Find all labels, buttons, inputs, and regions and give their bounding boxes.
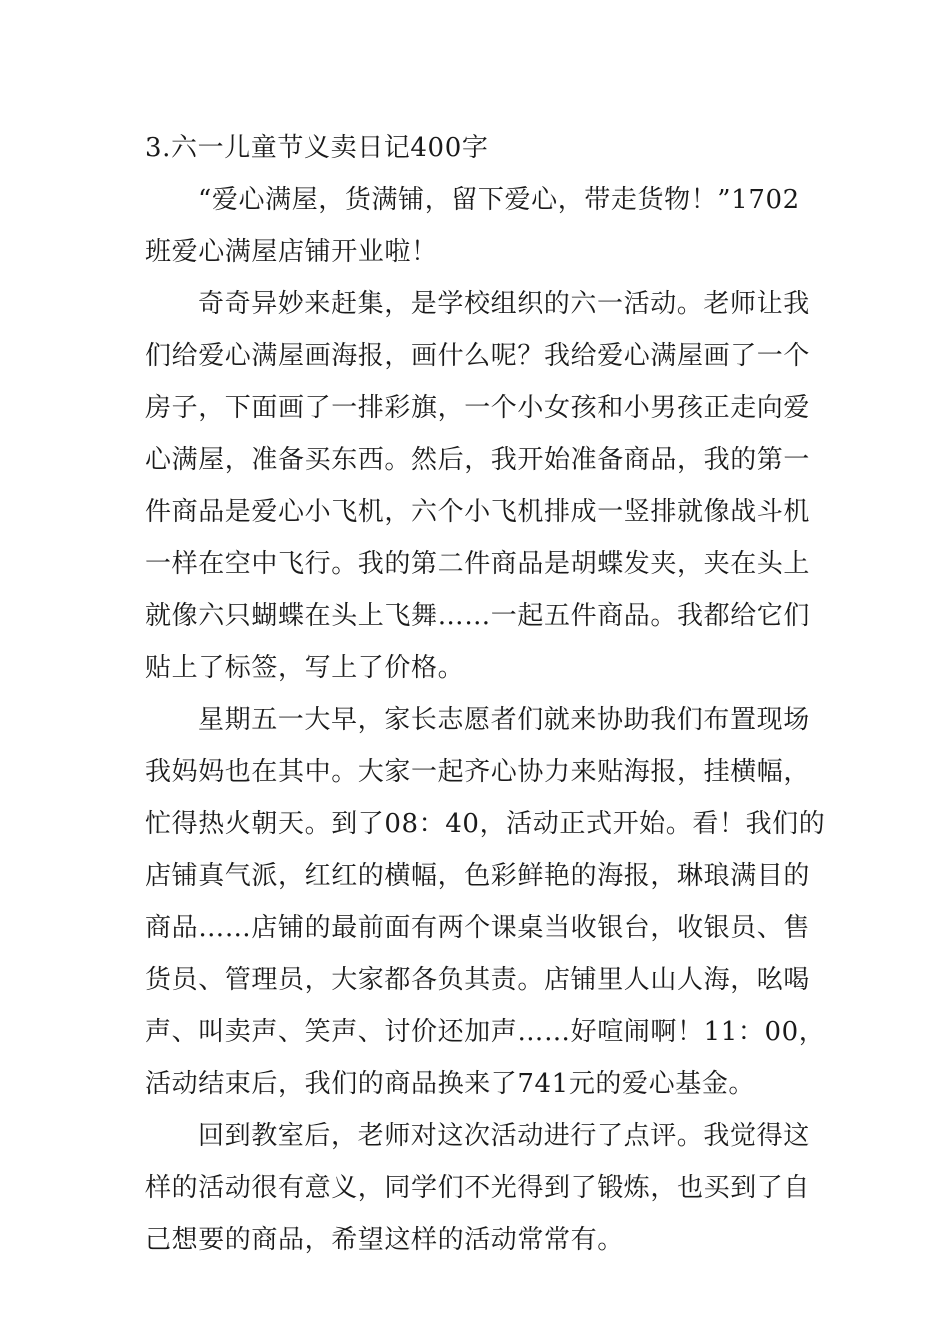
paragraph-3-line-8: 活动结束后，我们的商品换来了741元的爱心基金。 [145,1069,756,1099]
paragraph-1-line-1: “爱心满屋，货满铺，留下爱心，带走货物！”1702 [198,185,800,215]
paragraph-2-line-4: 心满屋，准备买东西。然后，我开始准备商品，我的第一 [145,445,811,475]
paragraph-1-line-2: 班爱心满屋店铺开业啦！ [145,237,438,267]
paragraph-3-line-1: 星期五一大早，家长志愿者们就来协助我们布置现场 [198,705,810,735]
paragraph-2-line-1: 奇奇异妙来赶集，是学校组织的六一活动。老师让我 [198,289,810,319]
paragraph-2-line-7: 就像六只蝴蝶在头上飞舞……一起五件商品。我都给它们 [145,601,811,631]
paragraph-3-line-2: 我妈妈也在其中。大家一起齐心协力来贴海报，挂横幅， [145,757,811,787]
paragraph-2-line-5: 件商品是爱心小飞机，六个小飞机排成一竖排就像战斗机 [145,497,811,527]
paragraph-3-line-5: 商品……店铺的最前面有两个课桌当收银台，收银员、售 [145,913,811,943]
paragraph-3-line-4: 店铺真气派，红红的横幅，色彩鲜艳的海报，琳琅满目的 [145,861,811,891]
paragraph-2-line-2: 们给爱心满屋画海报，画什么呢？我给爱心满屋画了一个 [145,341,811,371]
paragraph-3-line-3: 忙得热火朝天。到了08：40，活动正式开始。看！我们的 [145,809,826,839]
paragraph-2-line-8: 贴上了标签，写上了价格。 [145,653,465,683]
paragraph-4-line-2: 样的活动很有意义，同学们不光得到了锻炼，也买到了自 [145,1173,811,1203]
paragraph-2-line-3: 房子，下面画了一排彩旗，一个小女孩和小男孩正走向爱 [145,393,811,423]
paragraph-4-line-1: 回到教室后，老师对这次活动进行了点评。我觉得这 [198,1121,810,1151]
paragraph-4-line-3: 己想要的商品，希望这样的活动常常有。 [145,1225,624,1255]
paragraph-3-line-7: 声、叫卖声、笑声、讨价还加声……好喧闹啊！11：00， [145,1017,826,1047]
paragraph-2-line-6: 一样在空中飞行。我的第二件商品是胡蝶发夹，夹在头上 [145,549,811,579]
section-heading: 3.六一儿童节义卖日记400字 [145,133,489,163]
paragraph-3-line-6: 货员、管理员，大家都各负其责。店铺里人山人海，吆喝 [145,965,811,995]
